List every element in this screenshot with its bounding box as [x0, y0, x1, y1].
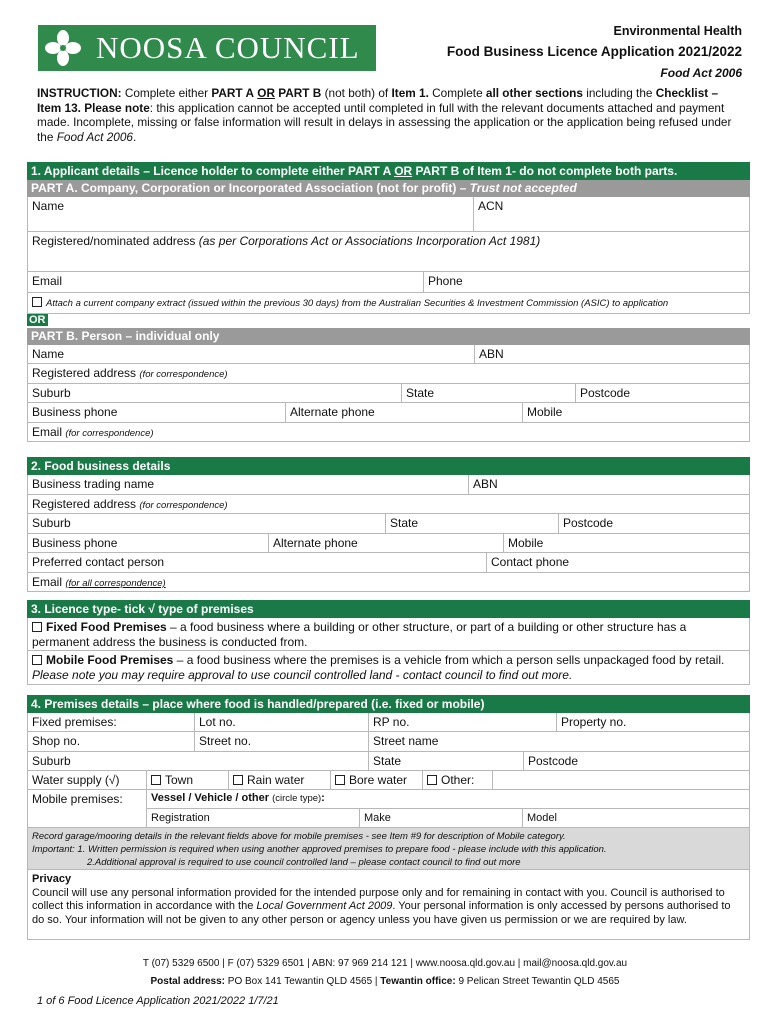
premises-state-field[interactable]: State [368, 752, 523, 770]
instruction-text: INSTRUCTION: Complete either PART A OR PART B (not both) of Item 1. Complete all other sections including the Checklist – Item 13. Please note: this application cannot be accepted until completed in full with the relevant documents attached and payment made. Incomplete, missing or false information will result in delays in assessing the application or the application being refused under the Food Act 2006. [37, 86, 732, 144]
business-postcode-field[interactable]: Postcode [558, 514, 749, 533]
contact-phone-field[interactable]: Contact phone [486, 553, 749, 572]
water-bore-option[interactable]: Bore water [330, 771, 422, 789]
water-town-option[interactable]: Town [146, 771, 228, 789]
model-field[interactable]: Model [522, 809, 749, 827]
vessel-type-label[interactable]: Vessel / Vehicle / other (circle type): [151, 792, 325, 804]
person-mobile-field[interactable]: Mobile [522, 403, 749, 422]
shop-no-field[interactable]: Shop no. [32, 734, 81, 748]
business-registered-address-field[interactable]: Registered address (for correspondence) [32, 497, 228, 511]
bore-checkbox[interactable] [335, 775, 345, 785]
business-suburb-field[interactable]: Suburb [32, 516, 71, 530]
water-rain-option[interactable]: Rain water [228, 771, 330, 789]
person-state-field[interactable]: State [401, 384, 575, 402]
other-checkbox[interactable] [427, 775, 437, 785]
form-title: Food Business Licence Application 2021/2022 [446, 44, 742, 59]
section-applicant-details [27, 162, 750, 442]
person-registered-address-field[interactable]: Registered address (for correspondence) [32, 366, 228, 380]
person-postcode-field[interactable]: Postcode [575, 384, 749, 402]
property-no-field[interactable]: Property no. [556, 713, 749, 731]
town-checkbox[interactable] [151, 775, 161, 785]
section-premises-details [27, 695, 750, 940]
mobile-premises-label: Mobile premises: [32, 792, 123, 806]
rp-no-field[interactable]: RP no. [368, 713, 556, 731]
business-email-field[interactable]: Email (for all correspondence) [32, 575, 166, 589]
attach-checkbox[interactable] [32, 297, 42, 307]
section-2-heading: 2. Food business details [27, 457, 750, 475]
person-abn-field[interactable]: ABN [474, 345, 749, 363]
person-alternate-phone-field[interactable]: Alternate phone [285, 403, 522, 422]
rain-checkbox[interactable] [233, 775, 243, 785]
water-supply-label: Water supply (√) [32, 773, 120, 787]
premises-suburb-field[interactable]: Suburb [32, 754, 71, 768]
section-licence-type [27, 600, 750, 685]
person-suburb-field[interactable]: Suburb [32, 386, 71, 400]
street-name-field[interactable]: Street name [368, 732, 749, 751]
premises-postcode-field[interactable]: Postcode [523, 752, 749, 770]
act-title: Food Act 2006 [660, 66, 742, 80]
footer-contact-line: T (07) 5329 6500 | F (07) 5329 6501 | ABN: 97 969 214 121 | www.noosa.qld.gov.au | mail@noosa.qld.gov.au [142, 958, 628, 969]
acn-field[interactable]: ACN [473, 197, 749, 231]
fixed-premises-label: Fixed premises: [32, 715, 117, 729]
noosa-council-logo [38, 25, 376, 71]
business-phone-field[interactable]: Business phone [32, 536, 118, 550]
water-other-input[interactable] [492, 771, 749, 789]
business-mobile-field[interactable]: Mobile [503, 534, 749, 552]
registration-field[interactable]: Registration [151, 812, 210, 824]
logo-text: NOOSA COUNCIL [96, 30, 360, 65]
make-field[interactable]: Make [359, 809, 522, 827]
flower-emblem-icon [38, 25, 88, 71]
section-3-heading: 3. Licence type- tick √ type of premises [27, 600, 750, 618]
lot-no-field[interactable]: Lot no. [194, 713, 368, 731]
privacy-notice: Privacy Council will use any personal information provided for the intended purpose only and for remaining in contact with you. Council is authorised to collect this information in accordance with the Local Government Act 2009. Your personal information is only accessed by persons authorised to do so. Your information will not be given to any other person or agency unless you have given us permission or we are required by law. [27, 870, 750, 940]
registered-address-field[interactable]: Registered/nominated address (as per Corporations Act or Associations Incorporation Act 1981) [32, 234, 541, 248]
person-email-field[interactable]: Email (for correspondence) [32, 425, 154, 439]
section-food-business-details [27, 457, 750, 592]
part-b-heading: PART B. Person – individual only [27, 328, 750, 345]
footer-address-line: Postal address: PO Box 141 Tewantin QLD 4565 | Tewantin office: 9 Pelican Street Tewantin QLD 4565 [150, 976, 620, 987]
mobile-premises-option[interactable]: Mobile Food Premises – a food business where the premises is a vehicle from which a person sells unpackaged food by retail. Please note you may require approval to use council controlled land - contact council to find out more. [32, 653, 725, 682]
or-separator: OR [29, 314, 46, 326]
person-name-field[interactable]: Name [32, 347, 65, 361]
part-a-heading: PART A. Company, Corporation or Incorporated Association (not for profit) – Trust not accepted [27, 180, 750, 197]
asic-attach-checkbox-row[interactable]: Attach a current company extract (issued within the previous 30 days) from the Australian Securities & Investment Commission (ASIC) to application [28, 295, 749, 311]
department-title: Environmental Health [613, 24, 742, 38]
company-phone-field[interactable]: Phone [423, 272, 749, 292]
business-abn-field[interactable]: ABN [468, 475, 749, 494]
page-number: 1 of 6 Food Licence Application 2021/2022 1/7/21 [37, 995, 279, 1007]
business-alternate-phone-field[interactable]: Alternate phone [268, 534, 503, 552]
premises-notes: Record garage/mooring details in the relevant fields above for mobile premises - see Item #9 for description of Mobile category. Important: 1. Written permission is required when using another approved premises to prepare food - please include with this application. 2.Additional approval is required to use council controlled land – please contact council to find out more [27, 828, 750, 870]
water-other-option[interactable]: Other: [422, 771, 492, 789]
mobile-premises-checkbox[interactable] [32, 655, 42, 665]
person-business-phone-field[interactable]: Business phone [32, 405, 118, 419]
preferred-contact-field[interactable]: Preferred contact person [32, 555, 165, 569]
section-4-heading: 4. Premises details – place where food is handled/prepared (i.e. fixed or mobile) [27, 695, 750, 713]
fixed-premises-option[interactable]: Fixed Food Premises – a food business where a building or other structure, or part of a building or other structure has a permanent address the business is conducted from. [32, 620, 687, 649]
street-no-field[interactable]: Street no. [194, 732, 368, 751]
company-email-field[interactable]: Email [32, 274, 63, 288]
fixed-premises-checkbox[interactable] [32, 622, 42, 632]
section-1-heading: 1. Applicant details – Licence holder to complete either PART A OR PART B of Item 1- do not complete both parts. [27, 162, 750, 180]
company-name-field[interactable]: Name [32, 199, 65, 213]
vehicle-details [146, 790, 749, 827]
trading-name-field[interactable]: Business trading name [32, 477, 155, 491]
business-state-field[interactable]: State [385, 514, 558, 533]
